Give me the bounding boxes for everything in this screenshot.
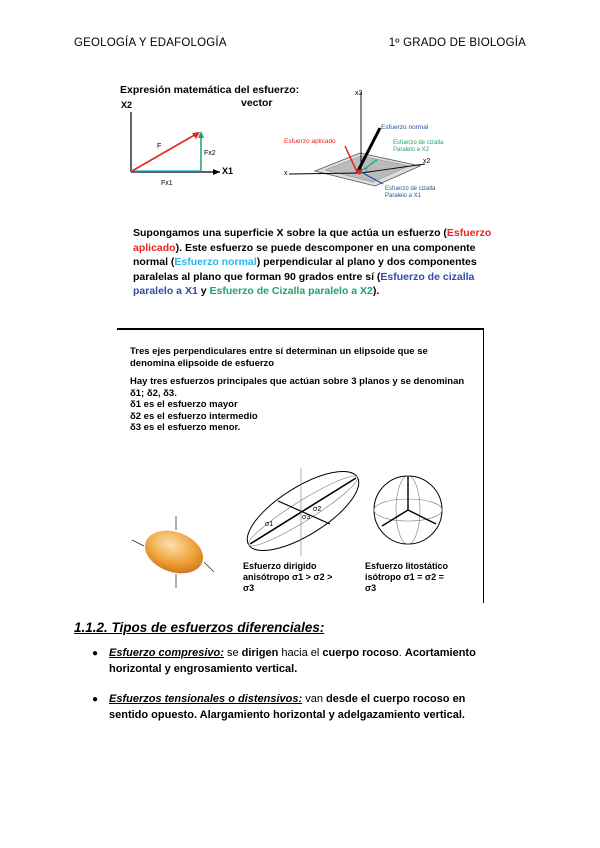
paragraph-text-4: y [197,285,210,298]
tensional-term: Esfuerzos tensionales o distensivos: [109,693,303,705]
shear-x1-label [385,186,435,200]
arrow-left [132,540,144,546]
tau-label: τ [365,168,368,174]
axis-x2-label: X2 [121,100,133,110]
compressive-bold-1: dirigen [241,647,279,659]
axis-x1-label-3d: x [284,170,288,177]
orange-ellipsoid [139,523,209,581]
tensional-bold-1: desde el cuerpo rocoso en sentido opuesto. Alargamiento horizontal y adelgazamiento vertical. [109,693,466,721]
sigma-label: σ [372,158,376,164]
box-top-border [117,328,484,330]
arrow-right [204,562,214,572]
box-line-2: denomina elipsoide de esfuerzo [130,357,275,369]
tensional-text-1: van [302,693,327,705]
bullet-dot-2: ● [92,694,99,705]
isotropic-sphere-diagram [366,466,456,556]
paragraph-shear-x2: Esfuerzo de Cizalla paralelo a X2 [209,285,373,298]
axis-x3-label: x3 [355,90,363,97]
bullet-tensional [109,692,489,723]
normal-stress-label: Esfuerzo normal [381,124,429,131]
section-title: 1.1.2. Tipos de esfuerzos diferenciales: [74,620,325,635]
vector-decomposition-diagram [110,100,250,195]
header-right: 1º GRADO DE BIOLOGÍA [388,37,526,49]
shear-x2-line1: Esfuerzo de cizalla [393,140,444,146]
anisotropic-caption-3: σ3 [243,583,255,593]
sigma1-axis [250,478,356,544]
shear-x2-line2: Paralelo a X2 [393,147,430,153]
shear-x1-line1: Esfuerzo de cizalla [385,186,436,192]
isotropic-caption-3: σ3 [365,583,377,593]
box-line-3: Hay tres esfuerzos principales que actúan sobre 3 planos y se denominan [130,376,465,387]
compressive-bold-2: cuerpo rocoso [322,647,399,659]
stress-decomposition-paragraph [133,226,493,299]
isotropic-caption-1: Esfuerzo litostático [365,561,449,571]
applied-stress-label: Esfuerzo aplicado [284,138,336,145]
compressive-term: Esfuerzo compresivo: [109,647,224,659]
sphere-axis-left [382,510,408,526]
fx2-arrowhead [198,131,204,138]
compressive-bold-3: Acortamiento horizontal y engrosamiento vertical. [109,647,476,675]
orange-ellipsoid-diagram [128,512,218,592]
figure-subtitle: vector [241,97,273,109]
isotropic-caption [365,561,448,594]
fx1-label: Fx1 [161,180,173,187]
paragraph-text-2: ). Este esfuerzo se puede descomponer en una componente normal ( [133,241,476,269]
anisotropic-caption [243,561,332,594]
anisotropic-ellipsoid-diagram [238,456,368,566]
compressive-text-1: se [223,647,242,659]
bullet-dot-1: ● [92,648,99,659]
compressive-text-2: hacia el [278,647,323,659]
shear-x2-label [393,140,443,154]
paragraph-normal: Esfuerzo normal [174,256,257,269]
box-right-border [483,328,484,603]
bullet-compressive [109,646,489,677]
paragraph-text-5: ). [372,285,380,298]
paragraph-applied: Esfuerzo aplicado [133,227,492,254]
ellipsoid-intro [130,346,428,369]
header-left: GEOLOGÍA Y EDAFOLOGÍA [74,37,227,49]
f-vector [132,133,198,171]
ellipsoid-sigma2-label: σ2 [313,506,322,513]
axis-x1-arrowhead [213,169,220,175]
ellipsoid-sigma3-label: σ3 [302,514,311,521]
f-label: F [157,143,162,150]
sphere-axis-right [408,510,436,524]
principal-stresses-text [130,376,464,434]
paragraph-shear-x1: Esfuerzo de cizalla paralelo a X1 [133,270,475,298]
box-line-6: δ2 es el esfuerzo intermedio [130,410,258,422]
paragraph-text-1: Supongamos una superficie X sobre la que actúa un esfuerzo ( [133,227,447,239]
box-line-1: Tres ejes perpendiculares entre sí determinan un elipsoide que se [130,346,428,357]
anisotropic-caption-2: anisótropo σ1 > σ2 > [243,572,333,582]
axis-x2-label-3d: x2 [423,158,431,165]
anisotropic-caption-1: Esfuerzo dirigido [243,561,317,571]
ellipsoid-sigma1-label: σ1 [265,521,274,528]
axis-x1-label: X1 [222,166,234,176]
shear-x1-line2: Paralelo a X1 [385,193,422,199]
isotropic-caption-2: isótropo σ1 = σ2 = [365,572,444,582]
figure-title: Expresión matemática del esfuerzo: [120,84,300,96]
compressive-text-3: . [398,647,405,659]
box-line-7: δ3 es el esfuerzo menor. [130,422,241,433]
box-line-5: δ1 es el esfuerzo mayor [130,399,238,410]
box-line-4: δ1; δ2, δ3. [130,387,177,399]
paragraph-text-3: ) perpendicular al plano y dos componentes paralelas al plano que forman 90 grados entre sí ( [133,256,477,283]
origin-point [357,170,362,175]
fx2-label: Fx2 [204,150,216,157]
